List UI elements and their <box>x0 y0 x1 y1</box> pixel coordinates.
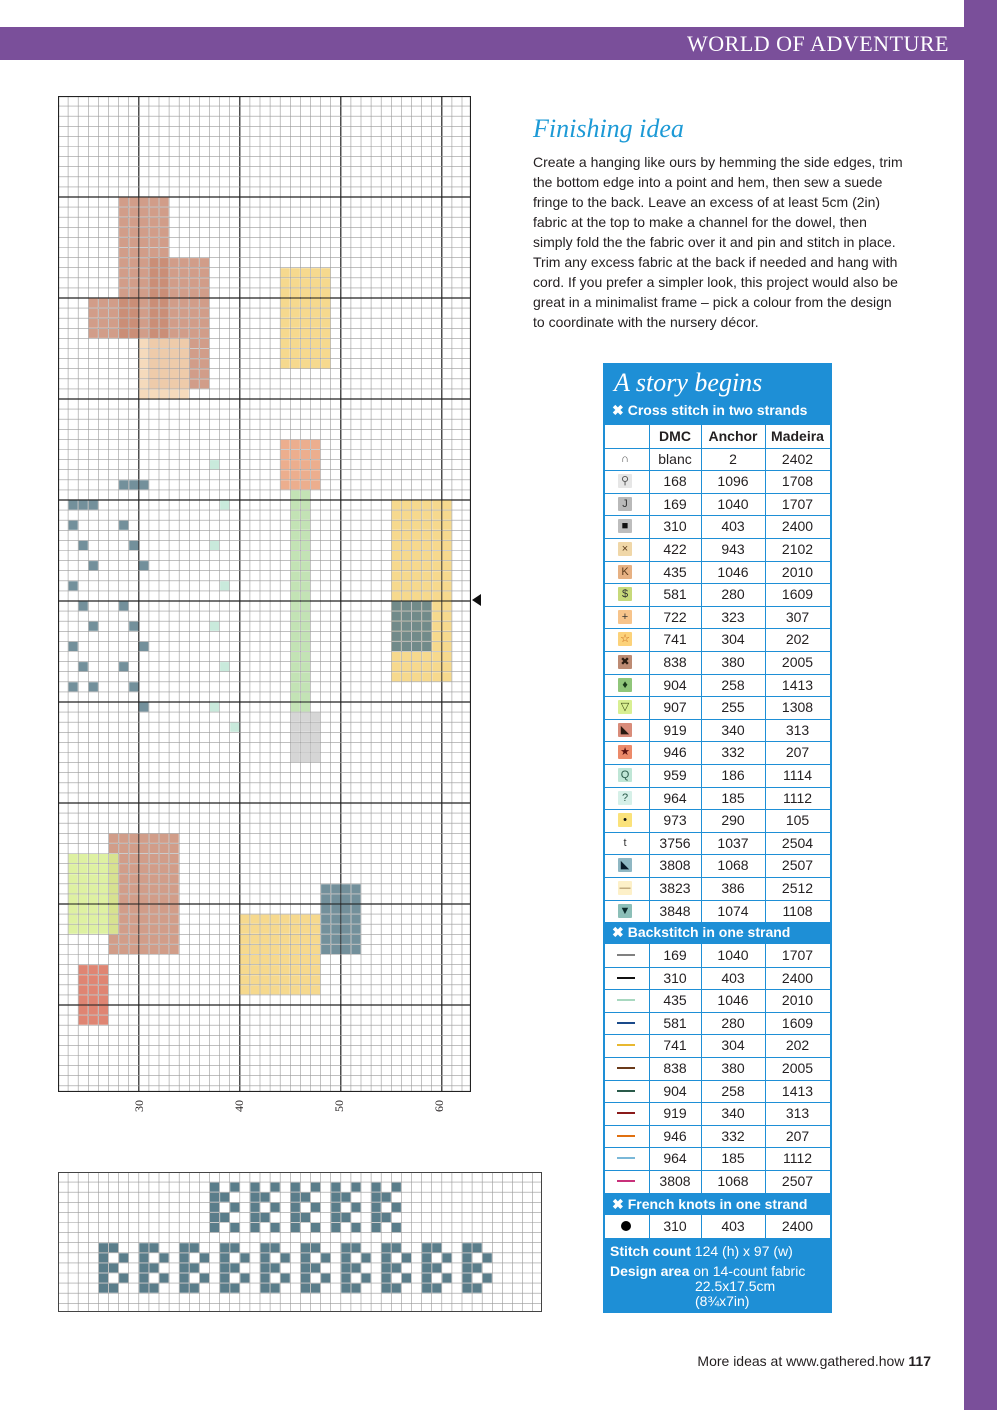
axis-label: 50 <box>332 1100 346 1112</box>
design-area-in: (8¾x7in) <box>695 1293 750 1309</box>
cell-dmc: blanc <box>658 450 692 467</box>
cross-stitch-table <box>605 425 830 923</box>
cell-dmc: 3848 <box>659 902 691 919</box>
table-row <box>605 561 830 585</box>
thread-symbol-icon: — <box>619 882 631 894</box>
cell-dmc: 904 <box>663 676 687 693</box>
table-row <box>605 538 830 562</box>
cell-madeira: 1112 <box>782 1150 813 1167</box>
cross-stitch-heading-text: Cross stitch in two strands <box>627 402 808 418</box>
table-row <box>605 1012 830 1036</box>
cell-madeira: 207 <box>785 1127 810 1144</box>
backstitch-heading <box>612 924 790 941</box>
cell-dmc: 310 <box>663 969 687 986</box>
cell-dmc: 964 <box>663 789 687 806</box>
axis-label: 40 <box>232 1100 246 1112</box>
backstitch-line-icon <box>617 1022 635 1024</box>
table-row <box>605 515 830 539</box>
thread-symbol-icon: t <box>618 836 632 850</box>
cell-anchor: 2 <box>729 450 737 467</box>
cell-dmc: 169 <box>663 947 687 963</box>
cell-madeira: 2400 <box>781 1218 814 1234</box>
cell-dmc: 310 <box>663 1218 687 1234</box>
thread-symbol-icon: ◣ <box>618 858 632 872</box>
table-row <box>605 1080 830 1104</box>
backstitch-line-icon <box>617 954 635 956</box>
table-row <box>605 900 830 924</box>
cross-icon: ✖ <box>612 924 624 940</box>
cell-anchor: 403 <box>721 518 745 535</box>
table-row <box>605 989 830 1013</box>
cell-anchor: 304 <box>721 1037 745 1054</box>
cell-anchor: 280 <box>721 586 745 603</box>
cell-dmc: 838 <box>663 1060 687 1076</box>
cell-dmc: 3808 <box>659 1173 691 1189</box>
cell-anchor: 340 <box>721 721 745 738</box>
cell-anchor: 304 <box>721 631 745 648</box>
french-knot-icon <box>621 1221 631 1231</box>
table-row <box>605 628 830 652</box>
cell-madeira: 1708 <box>781 473 814 490</box>
cell-dmc: 741 <box>663 631 687 648</box>
table-row <box>605 1102 830 1126</box>
backstitch-line-icon <box>617 1067 635 1069</box>
table-row <box>605 1170 830 1194</box>
cell-dmc: 946 <box>663 744 687 761</box>
thread-symbol-icon: ✖ <box>618 655 632 669</box>
cell-dmc: 3756 <box>659 834 691 851</box>
backstitch-line-icon <box>617 1090 635 1092</box>
table-row <box>605 674 830 698</box>
cell-madeira: 2512 <box>781 880 814 896</box>
table-row <box>605 741 830 765</box>
table-row <box>605 493 830 517</box>
backstitch-line-icon <box>617 1112 635 1114</box>
cross-icon: ✖ <box>612 1196 624 1212</box>
table-row <box>605 651 830 675</box>
cell-madeira: 2507 <box>781 1173 814 1189</box>
cell-anchor: 185 <box>721 789 745 806</box>
table-row <box>605 1057 830 1081</box>
cell-anchor: 340 <box>721 1105 745 1122</box>
table-row <box>605 877 830 901</box>
stitch-count-label: Stitch count <box>610 1243 691 1259</box>
finishing-body: Create a hanging like ours by hemming the side edges, trim the bottom edge into a point and hem, then sew a suede fringe to the back. Leave an excess of at least 5cm (2in) fabric at the top to make a channel for the dowel, then simply fold the the fabric over it and pin and stitch in place. Trim any excess fabric at the back if needed and hang with cord. If you prefer a simpler look, this project would also be great in a minimalist frame – pick a colour from the design to coordinate with the nursery décor. <box>533 154 903 330</box>
cell-anchor: 943 <box>721 541 745 557</box>
axis-label: 60 <box>432 1100 446 1112</box>
cell-anchor: 1074 <box>717 902 749 919</box>
thread-symbol-icon: K <box>618 565 632 579</box>
cell-madeira: 2010 <box>781 563 814 580</box>
cell-dmc: 435 <box>663 563 687 580</box>
cell-anchor: 332 <box>721 1127 745 1144</box>
cell-anchor: 1046 <box>717 992 749 1009</box>
axis-label: 30 <box>132 1100 146 1112</box>
name-chart <box>58 1172 542 1312</box>
thread-symbol-icon: $ <box>618 587 632 601</box>
french-knots-table <box>605 1215 830 1238</box>
table-header <box>605 425 830 449</box>
side-color-bar <box>964 0 997 1410</box>
thread-symbol-icon: × <box>618 542 632 556</box>
finishing-title: Finishing idea <box>533 114 684 143</box>
cell-madeira: 1413 <box>781 676 814 693</box>
cell-madeira: 1707 <box>781 495 814 512</box>
thread-key-panel <box>603 363 832 1313</box>
cell-madeira: 2102 <box>781 541 814 557</box>
table-row <box>605 606 830 630</box>
cell-dmc: 581 <box>663 586 687 603</box>
cell-dmc: 168 <box>663 473 687 490</box>
cell-anchor: 1096 <box>717 473 749 490</box>
cell-anchor: 403 <box>721 1218 745 1234</box>
thread-symbol-icon: ▼ <box>619 904 631 917</box>
cell-anchor: 1040 <box>717 947 749 963</box>
cell-anchor: 380 <box>721 654 745 670</box>
cell-anchor: 1068 <box>717 1173 749 1189</box>
cell-dmc: 722 <box>663 608 687 625</box>
backstitch-line-icon <box>617 1044 635 1046</box>
cell-madeira: 307 <box>785 608 810 625</box>
thread-symbol-icon: ♦ <box>618 678 632 692</box>
backstitch-line-icon <box>617 977 635 979</box>
cell-madeira: 2010 <box>781 992 814 1009</box>
cell-anchor: 255 <box>721 699 745 716</box>
cell-dmc: 973 <box>663 812 687 829</box>
cell-madeira: 2504 <box>781 834 814 851</box>
cell-dmc: 741 <box>663 1037 687 1054</box>
design-area-fabric: on 14-count fabric <box>693 1263 806 1279</box>
thread-symbol-icon: + <box>618 610 632 624</box>
center-marker-icon <box>472 594 481 606</box>
table-row <box>605 832 830 856</box>
design-area-label: Design area <box>610 1263 690 1279</box>
cross-icon: ✖ <box>612 402 624 418</box>
cell-anchor: 185 <box>721 1150 745 1167</box>
thread-symbol-icon: ⚲ <box>618 474 632 488</box>
table-row <box>605 1215 830 1239</box>
cell-madeira: 1707 <box>781 947 814 963</box>
cell-anchor: 258 <box>721 676 745 693</box>
table-row <box>605 764 830 788</box>
thread-symbol-icon: ☆ <box>618 632 632 646</box>
table-row <box>605 1147 830 1171</box>
cell-anchor: 380 <box>721 1060 745 1076</box>
cell-anchor: 258 <box>721 1082 745 1099</box>
table-row <box>605 583 830 607</box>
thread-symbol-icon: ■ <box>618 519 632 533</box>
page-number: 117 <box>908 1353 931 1369</box>
stitch-count <box>610 1243 793 1259</box>
backstitch-line-icon <box>617 1135 635 1137</box>
header-madeira: Madeira <box>771 428 824 444</box>
cell-anchor: 280 <box>721 1014 745 1031</box>
thread-symbol-icon: • <box>618 813 632 827</box>
cell-madeira: 2400 <box>781 518 814 535</box>
cell-madeira: 1308 <box>781 699 814 716</box>
cell-dmc: 3823 <box>659 880 691 896</box>
table-row <box>605 787 830 811</box>
cell-madeira: 2400 <box>781 969 814 986</box>
section-title: WORLD OF ADVENTURE <box>687 31 949 56</box>
table-row <box>605 719 830 743</box>
cell-madeira: 105 <box>785 812 810 829</box>
cell-madeira: 1114 <box>782 767 813 783</box>
table-row <box>605 1034 830 1058</box>
cell-dmc: 3808 <box>659 857 691 874</box>
design-area <box>610 1263 805 1279</box>
cell-dmc: 169 <box>663 495 687 512</box>
cell-anchor: 1046 <box>717 563 749 580</box>
backstitch-table <box>605 944 830 1193</box>
cell-madeira: 1413 <box>781 1082 814 1099</box>
thread-symbol-icon: Q <box>618 768 632 782</box>
footer-text[interactable]: More ideas at www.gathered.how <box>697 1353 905 1369</box>
thread-symbol-icon: ? <box>618 791 632 805</box>
cell-dmc: 904 <box>663 1082 687 1099</box>
table-row <box>605 809 830 833</box>
table-row <box>605 967 830 991</box>
cell-madeira: 202 <box>785 1037 810 1054</box>
cell-dmc: 919 <box>663 1105 687 1122</box>
cell-dmc: 964 <box>663 1150 687 1167</box>
cell-madeira: 2402 <box>781 450 814 467</box>
cell-anchor: 186 <box>721 767 745 783</box>
cell-dmc: 422 <box>663 541 687 557</box>
table-row <box>605 696 830 720</box>
arrow-tail <box>291 713 320 763</box>
stitch-count-value: 124 (h) x 97 (w) <box>694 1243 793 1259</box>
cell-madeira: 1609 <box>781 586 814 603</box>
cell-anchor: 1068 <box>717 857 749 874</box>
table-row <box>605 470 830 494</box>
cell-anchor: 1040 <box>717 495 749 512</box>
cell-dmc: 581 <box>663 1014 687 1031</box>
cell-dmc: 838 <box>663 654 687 670</box>
french-knots-heading-text: French knots in one strand <box>627 1196 808 1212</box>
cross-stitch-heading <box>612 402 807 419</box>
cell-madeira: 313 <box>785 1105 810 1122</box>
cell-madeira: 2005 <box>781 1060 814 1076</box>
thread-symbol-icon: ▽ <box>618 700 632 714</box>
cell-dmc: 946 <box>663 1127 687 1144</box>
cell-madeira: 202 <box>785 631 810 648</box>
thread-symbol-icon: J <box>618 497 632 511</box>
french-knots-heading <box>612 1196 807 1213</box>
cell-dmc: 959 <box>663 767 687 783</box>
thread-symbol-icon: ◣ <box>618 723 632 737</box>
cell-anchor: 1037 <box>717 834 749 851</box>
backstitch-line-icon <box>617 1180 635 1182</box>
table-row <box>605 854 830 878</box>
table-row <box>605 944 830 968</box>
backstitch-line-icon <box>617 999 635 1001</box>
cell-dmc: 907 <box>663 699 687 716</box>
cell-anchor: 403 <box>721 969 745 986</box>
header-anchor: Anchor <box>708 428 758 444</box>
cell-madeira: 1609 <box>781 1014 814 1031</box>
cell-madeira: 2005 <box>781 654 814 670</box>
cell-madeira: 1112 <box>782 789 813 806</box>
thread-symbol-icon: ∩ <box>618 452 632 466</box>
design-area-cm: 22.5x17.5cm <box>695 1278 776 1294</box>
cell-dmc: 435 <box>663 992 687 1009</box>
backstitch-heading-text: Backstitch in one strand <box>627 924 791 940</box>
cell-madeira: 1108 <box>782 902 813 919</box>
table-row <box>605 448 830 472</box>
cell-anchor: 290 <box>721 812 745 829</box>
thread-symbol-icon: ★ <box>618 745 632 759</box>
cell-madeira: 207 <box>785 744 810 761</box>
table-row <box>605 1125 830 1149</box>
cell-madeira: 2507 <box>781 857 814 874</box>
cell-anchor: 332 <box>721 744 745 761</box>
cross-stitch-chart <box>58 96 471 1092</box>
cell-anchor: 323 <box>721 608 745 625</box>
cell-dmc: 310 <box>663 518 687 535</box>
cell-madeira: 313 <box>785 721 810 738</box>
cell-anchor: 386 <box>721 880 745 896</box>
header-dmc: DMC <box>659 428 691 444</box>
backstitch-line-icon <box>617 1157 635 1159</box>
footer <box>697 1353 931 1369</box>
key-title: A story begins <box>614 368 763 397</box>
cell-dmc: 919 <box>663 721 687 738</box>
